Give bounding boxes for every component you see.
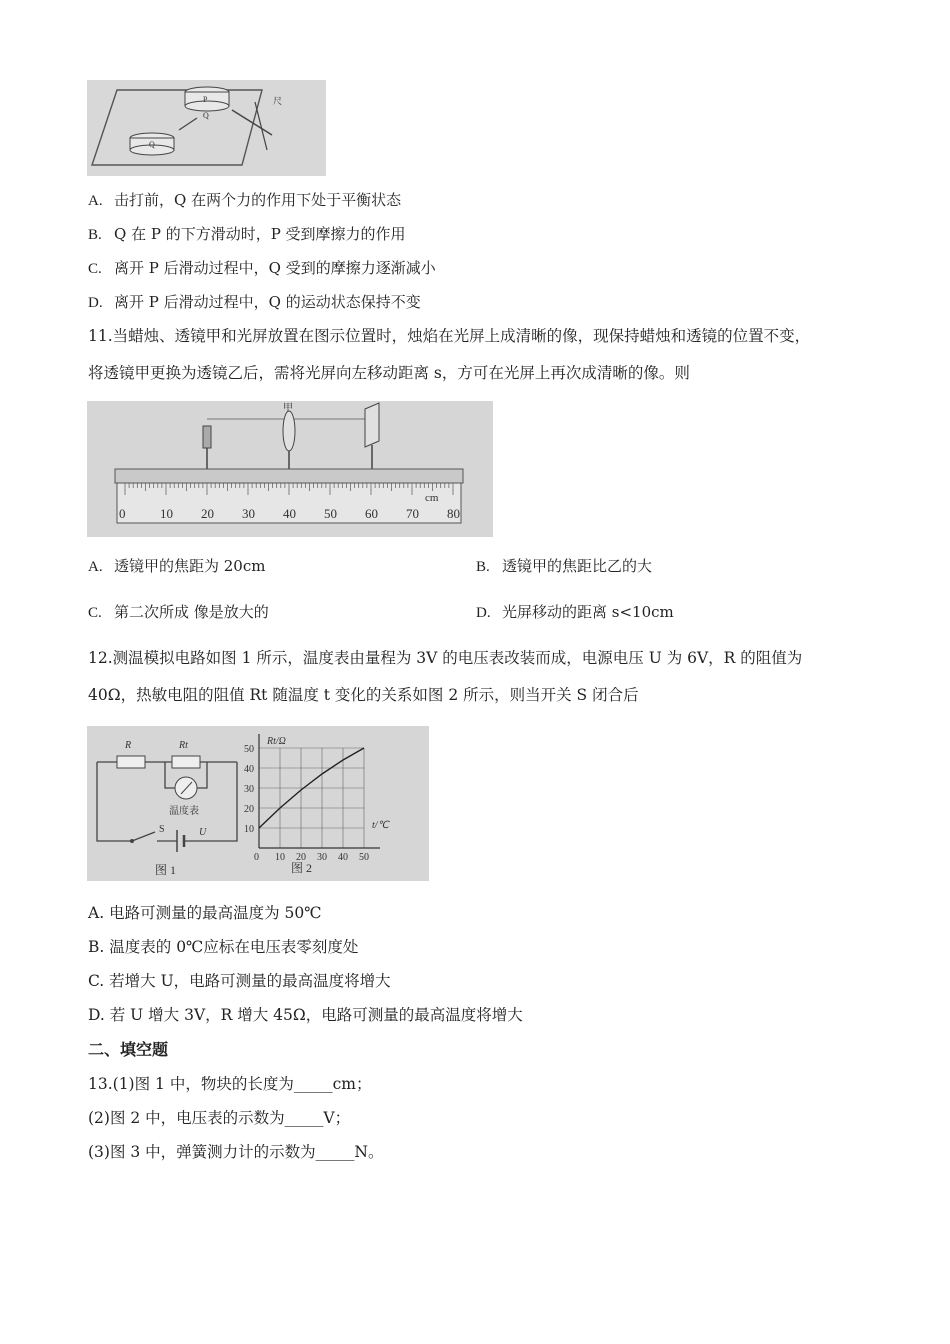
thermistor-rt (172, 756, 200, 768)
q13-line3: (3)图 3 中，弹簧测力计的示数为_____N。 (88, 1143, 384, 1161)
q11-optical-bench (87, 401, 493, 537)
option-label: C. (88, 605, 102, 621)
q12-option-c (88, 971, 391, 991)
q10-figure (87, 80, 326, 176)
graph-y-label: Rt/Ω (267, 736, 286, 747)
ruler-tick-label: 10 (160, 506, 173, 521)
option-label: D. (88, 295, 103, 311)
x-tick-label: 10 (275, 852, 285, 863)
q11-option-a (88, 556, 265, 577)
option-text: 击打前，Q 在两个力的作用下处于平衡状态 (114, 191, 402, 209)
ruler-tick-label: 70 (406, 506, 419, 521)
y-tick-label: 10 (244, 824, 254, 835)
option-text: 透镜甲的焦距为 20cm (114, 557, 266, 575)
option-label: B. (88, 938, 105, 956)
option-label: B. (476, 559, 490, 575)
ruler-tick-label: 0 (119, 506, 126, 521)
option-text: Q 在 P 的下方滑动时，P 受到摩擦力的作用 (114, 225, 406, 243)
fig1-caption: 图 1 (155, 863, 177, 877)
q11-option-b (476, 556, 652, 577)
option-text: 电路可测量的最高温度为 50℃ (109, 904, 322, 922)
x-tick-label: 30 (317, 852, 327, 863)
switch-label: S (159, 824, 165, 835)
q12-stem-line1: 12.测温模拟电路如图 1 所示，温度表由量程为 3V 的电压表改装而成，电源电压 U 为 6V，R 的阻值为 (88, 649, 803, 667)
option-label: A. (88, 193, 103, 209)
ruler-unit: cm (425, 492, 439, 504)
resistor-label: R (125, 740, 132, 751)
q11-figure (87, 401, 493, 537)
y-tick-label: 30 (244, 784, 254, 795)
option-label: A. (88, 904, 105, 922)
option-label: C. (88, 972, 105, 990)
option-label: A. (88, 559, 103, 575)
q11-option-d (476, 602, 674, 623)
option-label: D. (476, 605, 491, 621)
ruler-tick-label: 40 (283, 506, 296, 521)
ruler-tick-label: 50 (324, 506, 337, 521)
q10-option-b (88, 224, 406, 245)
q10-option-d (88, 292, 421, 313)
option-label: B. (88, 227, 102, 243)
q12-circuit-and-graph (87, 726, 429, 881)
q12-option-a (88, 903, 322, 923)
y-tick-label: 50 (244, 744, 254, 755)
q10-label-slid: Q (149, 140, 155, 149)
option-text: 温度表的 0℃应标在电压表零刻度处 (109, 938, 359, 956)
candle (203, 426, 211, 448)
section-heading-fill-in: 二、填空题 (88, 1040, 169, 1059)
option-text: 透镜甲的焦距比乙的大 (502, 557, 653, 575)
q12-figure (87, 726, 429, 881)
q10-label-p: P (203, 95, 208, 104)
q12-option-b (88, 937, 358, 957)
x-tick-label: 50 (359, 852, 369, 863)
q13-line2: (2)图 2 中，电压表的示数为_____V； (88, 1109, 351, 1127)
option-text: 光屏移动的距离 s<10cm (502, 603, 674, 621)
ruler-tick-label: 30 (242, 506, 255, 521)
option-label: D. (88, 1006, 105, 1024)
q10-label-stick: 尺 (273, 96, 283, 106)
switch-s (132, 832, 155, 841)
ruler-tick-label: 80 (447, 506, 460, 521)
option-label: C. (88, 261, 102, 277)
lens-label: 甲 (283, 403, 293, 414)
x-tick-label: 0 (254, 852, 259, 863)
light-screen (365, 403, 379, 447)
graph-x-label: t/℃ (372, 820, 389, 831)
ruler-tick-label: 60 (365, 506, 378, 521)
y-tick-label: 40 (244, 764, 254, 775)
ruler-tick-label: 20 (201, 506, 214, 521)
option-text: 第二次所成 像是放大的 (114, 603, 269, 621)
fig2-caption: 图 2 (291, 861, 313, 875)
q11-stem-line2: 将透镜甲更换为透镜乙后，需将光屏向左移动距离 s，方可在光屏上再次成清晰的像。则 (88, 364, 690, 382)
x-tick-label: 40 (338, 852, 348, 863)
thermistor-label: Rt (179, 740, 188, 751)
source-label: U (199, 827, 207, 838)
option-text: 离开 P 后滑动过程中，Q 受到的摩擦力逐渐减小 (114, 259, 436, 277)
q11-option-c (88, 602, 269, 623)
q10-option-c (88, 258, 436, 279)
q12-stem-line2: 40Ω，热敏电阻的阻值 Rt 随温度 t 变化的关系如图 2 所示，则当开关 S 闭合后 (88, 686, 639, 704)
option-text: 若 U 增大 3V，R 增大 45Ω，电路可测量的最高温度将增大 (109, 1006, 523, 1024)
q11-stem-line1: 11.当蜡烛、透镜甲和光屏放置在图示位置时，烛焰在光屏上成清晰的像，现保持蜡烛和透镜的位置不变， (88, 327, 811, 345)
x-tick-label: 20 (296, 852, 306, 863)
q10-label-q: Q (203, 111, 209, 120)
q13-line1: 13.(1)图 1 中，物块的长度为_____cm； (88, 1075, 372, 1093)
q10-figure-drawing (87, 80, 326, 176)
lens-jia (283, 411, 295, 451)
y-tick-label: 20 (244, 804, 254, 815)
meter-label: 温度表 (169, 806, 199, 817)
q10-option-a (88, 190, 401, 211)
resistor-r (117, 756, 145, 768)
q12-option-d (88, 1005, 523, 1025)
option-text: 离开 P 后滑动过程中，Q 的运动状态保持不变 (114, 293, 421, 311)
option-text: 若增大 U，电路可测量的最高温度将增大 (109, 972, 391, 990)
rt-vs-t-graph (244, 734, 380, 863)
